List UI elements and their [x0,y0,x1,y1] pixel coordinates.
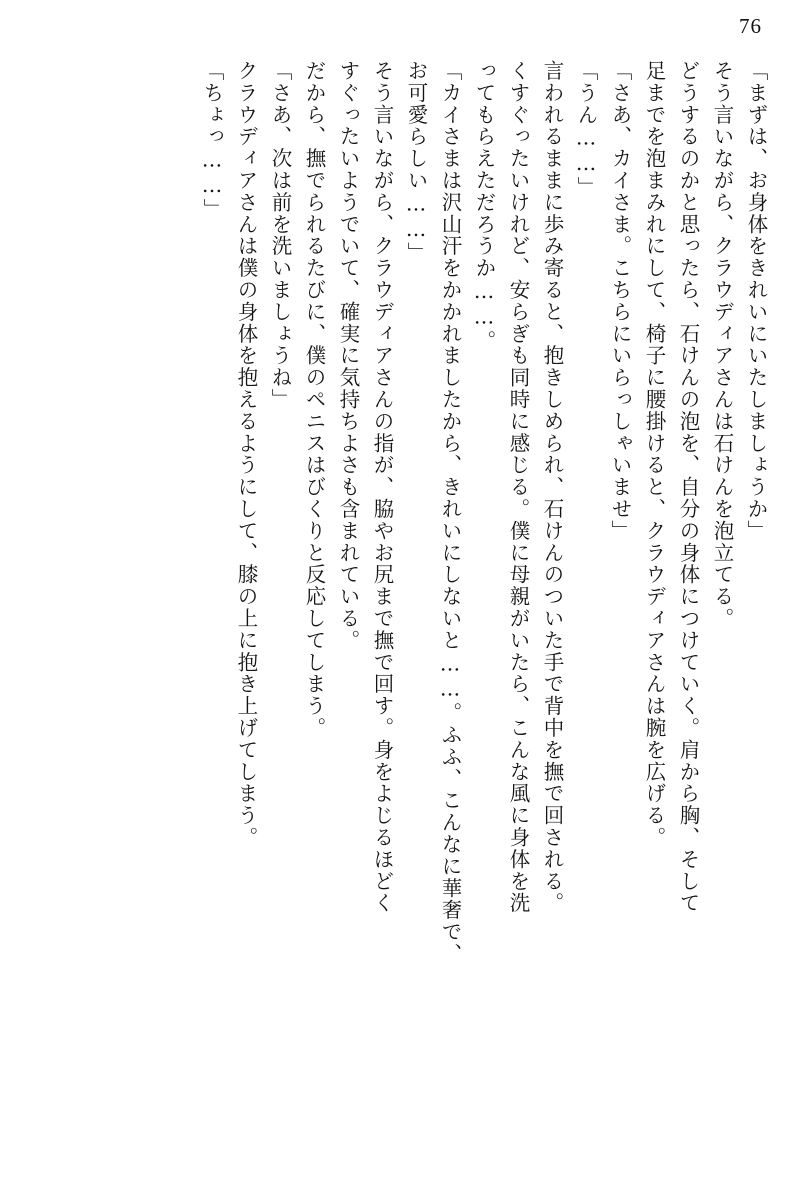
body-line: くすぐったいけれど、安らぎも同時に感じる。僕に母親がいたら、こんな風に身体を洗 [506,60,530,915]
body-line: 足までを泡まみれにして、椅子に腰掛けると、クラウディアさんは腕を広げる。 [642,60,666,849]
body-line: 「さあ、次は前を洗いましょうね」 [268,60,292,411]
body-line: そう言いながら、クラウディアさんは石けんを泡立てる。 [710,60,734,630]
body-line: すぐったいようでいて、確実に気持ちよさも含まれている。 [336,60,360,652]
body-line: ってもらえただろうか……。 [472,60,496,352]
body-line: お可愛らしい……」 [404,60,428,265]
page-number: 76 [739,14,762,38]
body-line: 言われるままに歩み寄ると、抱きしめられ、石けんのついた手で背中を撫で回される。 [540,60,564,915]
body-line: そう言いながら、クラウディアさんの指が、脇やお尻まで撫で回す。身をよじるほどく [370,60,394,915]
body-line: 「まずは、お身体をきれいにいたしましょうか」 [744,60,768,542]
body-line: だから、撫でられるたびに、僕のペニスはびくりと反応してしまう。 [302,60,326,739]
body-line: どうするのかと思ったら、石けんの泡を、自分の身体につけていく。肩から胸、そして [676,60,700,915]
body-line: 「うん……」 [574,60,598,199]
body-text-block [34,60,766,1170]
body-line: クラウディアさんは僕の身体を抱えるようにして、膝の上に抱き上げてしまう。 [234,60,258,849]
body-line: 「カイさまは沢山汗をかかれましたから、きれいにしないと……。ふふ、こんなに華奢で、 [438,60,462,965]
body-line: 「さあ、カイさま。こちらにいらっしゃいませ」 [608,60,632,542]
body-line: 「ちょっ……」 [200,60,224,221]
